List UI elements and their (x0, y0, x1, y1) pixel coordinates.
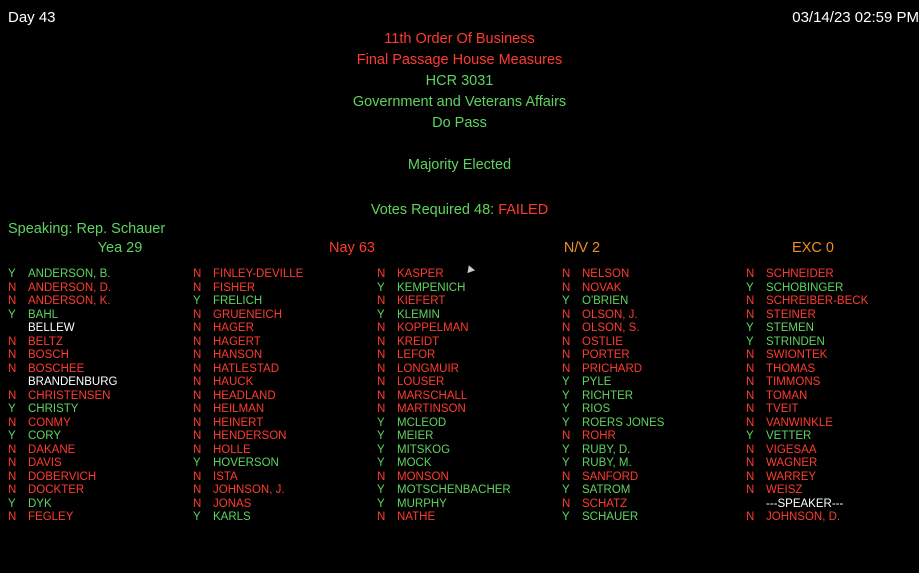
member-vote: N (377, 403, 386, 415)
member-name: MOTSCHENBACHER (397, 484, 511, 496)
member-vote: Y (377, 497, 385, 510)
member-name: KLEMIN (397, 308, 440, 321)
member-name: SATROM (582, 484, 631, 496)
member-vote: Y (193, 457, 201, 469)
member-name: SCHAUER (582, 511, 639, 523)
member-name: NATHE (397, 511, 436, 523)
member-name: OSTLIE (582, 335, 623, 348)
member-name: SWIONTEK (766, 349, 828, 361)
day-label: Day 43 (8, 9, 56, 26)
member-vote: N (8, 457, 17, 469)
vote-result: FAILED (498, 202, 549, 218)
member-vote: N (377, 470, 386, 483)
member-vote: N (377, 362, 386, 375)
member-vote: Y (377, 443, 385, 456)
member-name: O'BRIEN (582, 295, 629, 307)
member-name: MEIER (397, 430, 434, 442)
member-vote: Y (562, 443, 570, 456)
member-name: CONMY (28, 416, 71, 429)
member-vote: N (746, 443, 755, 456)
member-name: STEINER (766, 308, 816, 321)
member-vote: N (746, 362, 755, 375)
member-name: ROERS JONES (582, 416, 665, 429)
member-name: HEILMAN (213, 403, 265, 415)
member-vote: N (377, 511, 386, 523)
member-name: HAUCK (213, 376, 254, 388)
member-name: VANWINKLE (766, 416, 833, 429)
member-name: TVEIT (766, 403, 799, 415)
member-name: ANDERSON, K. (28, 295, 111, 307)
member-vote: Y (8, 403, 16, 415)
member-name: DAVIS (28, 457, 62, 469)
member-vote: Y (377, 430, 385, 442)
member-vote: N (193, 389, 202, 402)
member-vote: Y (377, 281, 385, 294)
member-vote: N (377, 322, 386, 334)
member-name: KASPER (397, 268, 444, 280)
member-name: MONSON (397, 470, 449, 483)
member-vote: N (8, 295, 17, 307)
votes-required: Votes Required 48: (370, 202, 495, 218)
member-name: ISTA (213, 470, 238, 483)
member-name: RICHTER (582, 389, 634, 402)
member-name: ANDERSON, B. (28, 268, 111, 280)
member-name: LEFOR (397, 349, 436, 361)
member-vote: N (562, 362, 571, 375)
nay-count: Nay 63 (329, 240, 375, 256)
member-vote: Y (8, 430, 16, 442)
member-vote: N (746, 484, 755, 496)
member-name: BELTZ (28, 335, 63, 348)
member-vote: Y (377, 484, 385, 496)
election-type: Majority Elected (407, 157, 512, 173)
member-vote: N (746, 376, 755, 388)
member-name: PRICHARD (582, 362, 643, 375)
member-name: ---SPEAKER--- (766, 497, 844, 510)
member-name: FRELICH (213, 295, 263, 307)
member-name: FEGLEY (28, 511, 74, 523)
member-name: STEMEN (766, 322, 814, 334)
member-vote: Y (562, 511, 570, 523)
member-vote: N (562, 335, 571, 348)
member-vote: Y (562, 389, 570, 402)
member-name: DOCKTER (28, 484, 85, 496)
member-name: HANSON (213, 349, 263, 361)
member-name: HAGER (213, 322, 254, 334)
member-name: NOVAK (582, 281, 622, 294)
committee-recommendation: Do Pass (432, 115, 487, 131)
member-vote: N (377, 376, 386, 388)
member-vote: N (193, 308, 202, 321)
member-vote: Y (562, 403, 570, 415)
member-vote: N (8, 281, 17, 294)
member-name: SCHNEIDER (766, 268, 834, 280)
member-vote: N (8, 416, 17, 429)
member-name: FISHER (213, 281, 256, 294)
nv-count: N/V 2 (563, 240, 601, 256)
member-vote: N (377, 295, 386, 307)
member-vote: Y (8, 308, 16, 321)
member-vote: N (8, 335, 17, 348)
member-vote: Y (746, 281, 754, 294)
member-vote: Y (562, 457, 570, 469)
member-vote: Y (377, 457, 385, 469)
mouse-cursor-icon (465, 264, 475, 273)
member-name: OLSON, S. (582, 322, 640, 334)
member-vote: N (193, 470, 202, 483)
member-name: LOUSER (397, 376, 445, 388)
member-vote: N (193, 362, 202, 375)
member-name: SCHOBINGER (766, 281, 844, 294)
member-vote: N (193, 268, 202, 280)
member-name: VIGESAA (766, 443, 817, 456)
member-vote: N (193, 335, 202, 348)
member-name: HOVERSON (213, 457, 279, 469)
member-name: MARSCHALL (397, 389, 468, 402)
member-name: MOCK (397, 457, 432, 469)
member-name: THOMAS (766, 362, 816, 375)
member-vote: N (746, 511, 755, 523)
member-vote: N (562, 281, 571, 294)
member-name: JOHNSON, J. (213, 484, 285, 496)
member-vote: N (746, 268, 755, 280)
member-vote: N (746, 457, 755, 469)
member-name: WARREY (766, 470, 817, 483)
member-vote: N (8, 349, 17, 361)
member-vote: N (746, 349, 755, 361)
member-vote: N (746, 389, 755, 402)
member-name: ROHR (582, 430, 616, 442)
member-vote: N (193, 443, 202, 456)
member-vote: N (193, 416, 202, 429)
member-name: PORTER (582, 349, 630, 361)
member-vote: Y (193, 511, 201, 523)
member-vote: N (193, 376, 202, 388)
member-name: BELLEW (28, 322, 75, 334)
member-name: NELSON (582, 268, 630, 280)
member-name: TIMMONS (766, 376, 821, 388)
member-vote: N (193, 497, 202, 510)
member-name: DAKANE (28, 443, 76, 456)
member-name: HOLLE (213, 443, 251, 456)
vote-result-line (0, 202, 919, 218)
member-name: RUBY, M. (582, 457, 632, 469)
member-vote: N (377, 349, 386, 361)
member-vote: Y (562, 416, 570, 429)
member-name: WAGNER (766, 457, 818, 469)
member-vote: N (562, 268, 571, 280)
member-vote: N (8, 470, 17, 483)
member-vote: N (193, 349, 202, 361)
member-name: MURPHY (397, 497, 447, 510)
member-name: JONAS (213, 497, 252, 510)
member-vote: N (193, 484, 202, 496)
member-name: VETTER (766, 430, 812, 442)
bill-number: HCR 3031 (425, 73, 494, 89)
member-vote: N (8, 362, 17, 375)
date-time: 03/14/23 02:59 PM (792, 9, 919, 26)
member-name: CHRISTENSEN (28, 389, 111, 402)
member-vote: N (746, 470, 755, 483)
member-name: CHRISTY (28, 403, 79, 415)
member-name: KARLS (213, 511, 251, 523)
member-name: TOMAN (766, 389, 808, 402)
member-vote: Y (377, 416, 385, 429)
member-vote: N (562, 308, 571, 321)
member-name: FINLEY-DEVILLE (213, 268, 304, 280)
member-vote: Y (8, 497, 16, 510)
member-vote: N (8, 511, 17, 523)
member-vote: N (562, 497, 571, 510)
member-name: RUBY, D. (582, 443, 631, 456)
member-vote: Y (746, 430, 754, 442)
member-vote: N (8, 484, 17, 496)
member-vote: N (8, 389, 17, 402)
member-name: SANFORD (582, 470, 639, 483)
member-vote: N (377, 335, 386, 348)
speaking-label: Speaking: Rep. Schauer (8, 221, 166, 237)
member-name: BRANDENBURG (28, 376, 118, 388)
member-name: SCHREIBER-BECK (766, 295, 869, 307)
member-vote: N (746, 403, 755, 415)
yea-count: Yea 29 (97, 240, 143, 256)
member-name: OLSON, J. (582, 308, 638, 321)
member-vote: N (377, 268, 386, 280)
member-name: HAGERT (213, 335, 261, 348)
member-vote: N (562, 430, 571, 442)
member-vote: Y (377, 308, 385, 321)
member-name: STRINDEN (766, 335, 825, 348)
member-vote: N (193, 430, 202, 442)
member-vote: N (746, 295, 755, 307)
member-vote: N (562, 349, 571, 361)
exc-count: EXC 0 (792, 240, 834, 256)
member-vote: N (193, 322, 202, 334)
member-name: HEADLAND (213, 389, 276, 402)
member-name: MCLEOD (397, 416, 447, 429)
member-vote: N (746, 416, 755, 429)
member-name: PYLE (582, 376, 612, 388)
committee-name: Government and Veterans Affairs (352, 94, 567, 110)
member-name: DYK (28, 497, 52, 510)
member-name: KREIDT (397, 335, 440, 348)
member-vote: Y (562, 295, 570, 307)
member-vote: N (562, 322, 571, 334)
member-vote: Y (746, 322, 754, 334)
member-vote: Y (8, 268, 16, 280)
member-name: BAHL (28, 308, 59, 321)
member-name: HATLESTAD (213, 362, 280, 375)
member-vote: N (193, 281, 202, 294)
member-name: JOHNSON, D. (766, 511, 841, 523)
member-name: KIEFERT (397, 295, 446, 307)
member-name: CORY (28, 430, 62, 442)
member-vote: Y (193, 295, 201, 307)
member-name: HENDERSON (213, 430, 287, 442)
member-name: DOBERVICH (28, 470, 97, 483)
member-name: ANDERSON, D. (28, 281, 112, 294)
member-vote: N (746, 308, 755, 321)
member-name: KEMPENICH (397, 281, 466, 294)
member-vote: N (8, 443, 17, 456)
member-name: HEINERT (213, 416, 264, 429)
member-name: WEISZ (766, 484, 803, 496)
member-vote: Y (746, 335, 754, 348)
member-vote: Y (562, 484, 570, 496)
member-name: MITSKOG (397, 443, 451, 456)
order-of-business: 11th Order Of Business (384, 31, 535, 47)
member-vote: N (377, 389, 386, 402)
member-name: SCHATZ (582, 497, 628, 510)
member-vote: N (562, 470, 571, 483)
member-name: BOSCHEE (28, 362, 85, 375)
member-name: KOPPELMAN (397, 322, 469, 334)
member-name: GRUENEICH (213, 308, 283, 321)
member-vote: N (193, 403, 202, 415)
member-name: BOSCH (28, 349, 69, 361)
member-vote: Y (562, 376, 570, 388)
member-name: RIOS (582, 403, 611, 415)
member-name: MARTINSON (397, 403, 466, 415)
member-name: LONGMUIR (397, 362, 459, 375)
measure-category: Final Passage House Measures (356, 52, 563, 68)
